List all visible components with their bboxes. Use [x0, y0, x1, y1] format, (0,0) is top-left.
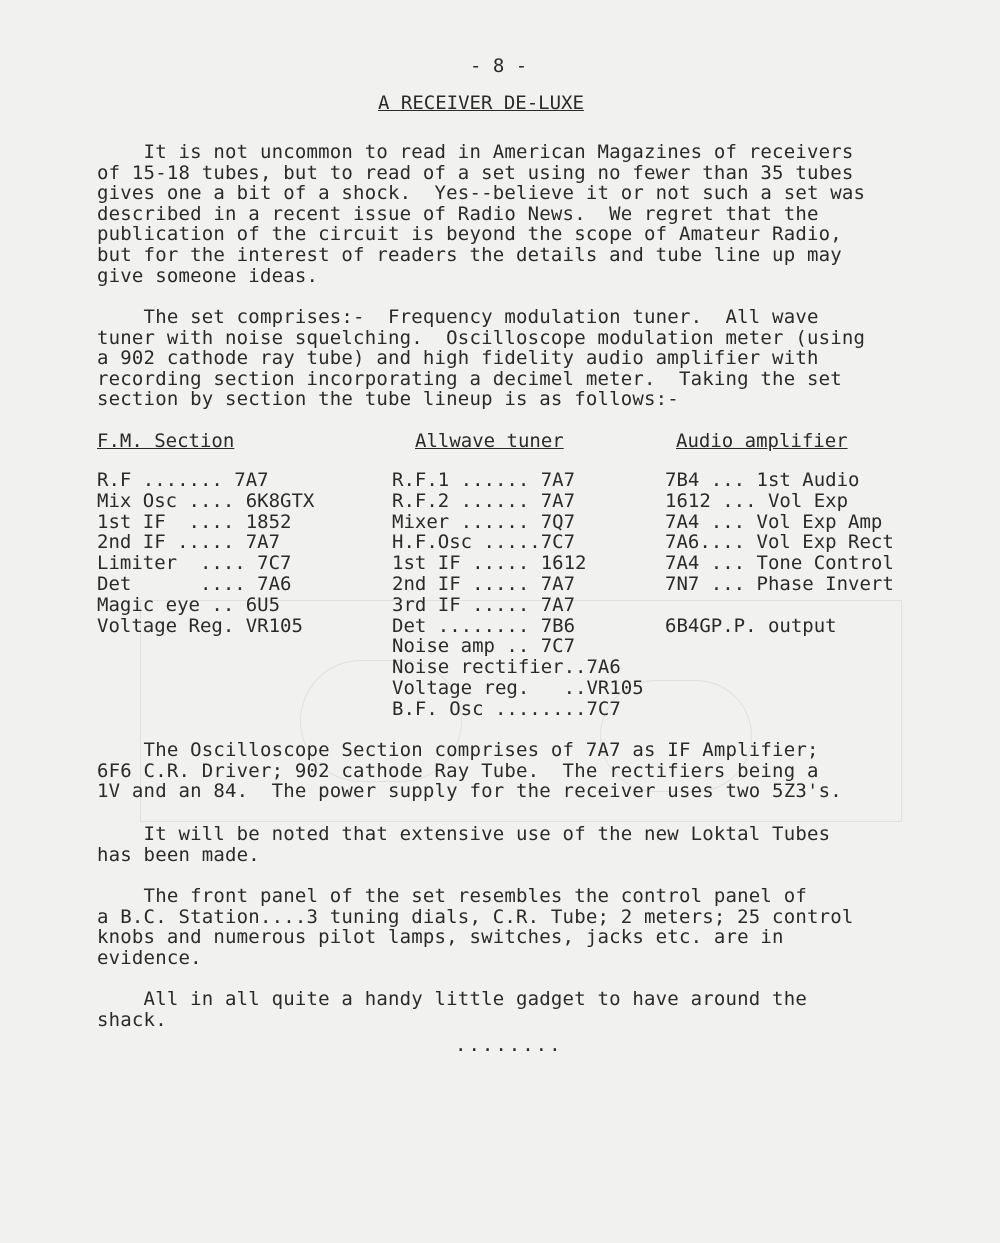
paragraph-5	[97, 886, 854, 968]
tube-entry: Det .... 7A6	[97, 572, 292, 595]
end-separator: ........	[455, 1034, 563, 1056]
tube-entry: Voltage reg. ..VR105	[392, 676, 644, 699]
text-line: recording section incorporating a decimel meter. Taking the set	[97, 367, 842, 390]
tube-entry: 7B4 ... 1st Audio	[665, 469, 860, 491]
tube-entry: R.F.1 ...... 7A7	[392, 469, 576, 491]
text-line: The front panel of the set resembles the control panel of	[97, 885, 807, 907]
tube-entry: B.F. Osc ........7C7	[392, 697, 621, 720]
tube-entry: H.F.Osc .....7C7	[392, 531, 576, 554]
tube-entry: 7A6.... Vol Exp Rect	[665, 531, 894, 554]
text-line: but for the interest of readers the details and tube line up may	[97, 243, 842, 266]
tube-entry: 7A4 ... Tone Control	[665, 552, 894, 575]
tube-entry: Limiter .... 7C7	[97, 552, 292, 575]
text-line: gives one a bit of a shock. Yes--believe it or not such a set was	[97, 182, 866, 205]
text-line: publication of the circuit is beyond the scope of Amateur Radio,	[97, 223, 842, 246]
tube-entry: 1st IF .... 1852	[97, 510, 292, 533]
text-line: knobs and numerous pilot lamps, switches, jacks etc. are in	[97, 926, 784, 949]
tube-entry: 2nd IF ..... 7A7	[392, 572, 576, 595]
heading-allwave-tuner: Allwave tuner	[415, 430, 564, 452]
heading-audio-amplifier: Audio amplifier	[676, 430, 848, 452]
paragraph-6	[97, 989, 807, 1030]
paragraph-2	[97, 307, 865, 410]
text-line: It is not uncommon to read in American Magazines of receivers	[97, 141, 854, 163]
allwave-tuner-list	[392, 470, 644, 720]
text-line: give someone ideas.	[97, 264, 319, 287]
text-line: has been made.	[97, 843, 260, 866]
text-line: evidence.	[97, 946, 202, 969]
tube-entry: Noise amp .. 7C7	[392, 635, 576, 658]
tube-entry: 1612 ... Vol Exp	[665, 489, 849, 512]
tube-entry: Det ........ 7B6	[392, 614, 576, 637]
tube-entry: 2nd IF ..... 7A7	[97, 531, 281, 554]
tube-entry: 3rd IF ..... 7A7	[392, 593, 576, 616]
tube-entry: Mix Osc .... 6K8GTX	[97, 489, 315, 512]
tube-entry: Voltage Reg. VR105	[97, 614, 303, 637]
tube-entry	[665, 595, 894, 616]
text-line: a 902 cathode ray tube) and high fidelity audio amplifier with	[97, 347, 819, 370]
text-line: 6F6 C.R. Driver; 902 cathode Ray Tube. The rectifiers being a	[97, 759, 819, 782]
audio-amplifier-list	[665, 470, 894, 636]
tube-entry: R.F.2 ...... 7A7	[392, 489, 576, 512]
text-line: All in all quite a handy little gadget to have around the	[97, 988, 807, 1010]
tube-entry: R.F ....... 7A7	[97, 469, 269, 491]
tube-entry: 6B4GP.P. output	[665, 614, 837, 637]
tube-entry: Noise rectifier..7A6	[392, 656, 621, 679]
text-line: The Oscilloscope Section comprises of 7A7 as IF Amplifier;	[97, 739, 819, 761]
tube-entry: 1st IF ..... 1612	[392, 552, 587, 575]
page-title: A RECEIVER DE-LUXE	[378, 92, 584, 114]
paragraph-1	[97, 142, 865, 286]
paragraph-3	[97, 740, 842, 802]
page-number: - 8 -	[470, 55, 528, 77]
tube-entry: 7N7 ... Phase Invert	[665, 572, 894, 595]
tube-entry: Mixer ...... 7Q7	[392, 510, 576, 533]
text-line: described in a recent issue of Radio News. We regret that the	[97, 202, 819, 225]
text-line: 1V and an 84. The power supply for the receiver uses two 5Z3's.	[97, 780, 842, 803]
tube-entry: Magic eye .. 6U5	[97, 593, 281, 616]
text-line: section by section the tube lineup is as follows:-	[97, 388, 679, 411]
text-line: of 15-18 tubes, but to read of a set using no fewer than 35 tubes	[97, 161, 854, 184]
heading-fm-section: F.M. Section	[97, 430, 235, 452]
text-line: shack.	[97, 1008, 167, 1031]
text-line: The set comprises:- Frequency modulation tuner. All wave	[97, 306, 819, 328]
tube-entry: 7A4 ... Vol Exp Amp	[665, 510, 883, 533]
text-line: a B.C. Station....3 tuning dials, C.R. Tube; 2 meters; 25 control	[97, 905, 854, 928]
paragraph-4	[97, 824, 830, 865]
fm-section-list	[97, 470, 314, 636]
text-line: tuner with noise squelching. Oscilloscope modulation meter (using	[97, 326, 866, 349]
text-line: It will be noted that extensive use of the new Loktal Tubes	[97, 823, 831, 845]
